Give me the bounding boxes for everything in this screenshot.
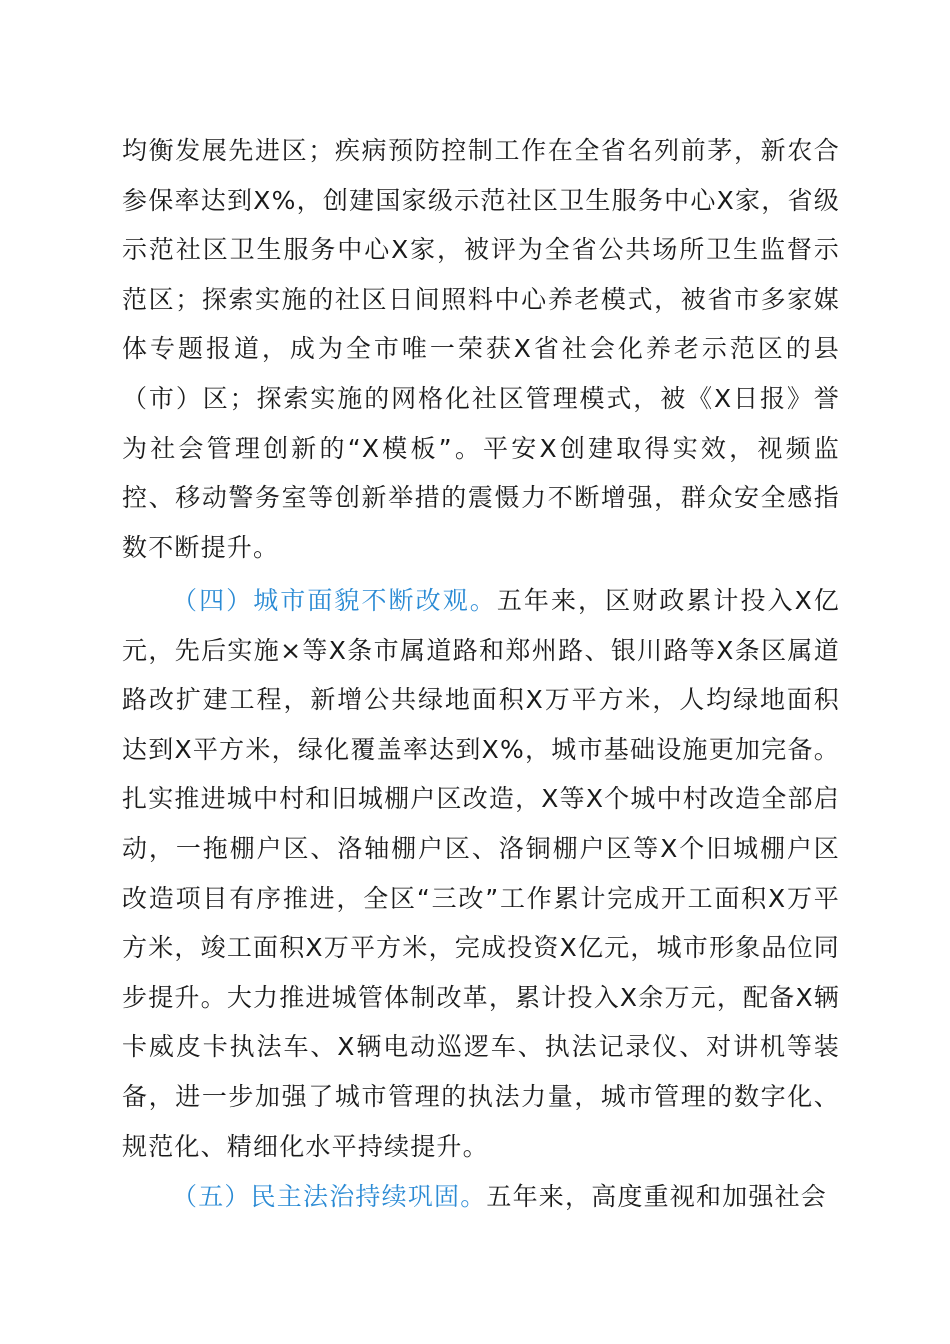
paragraph-body: 五年来，区财政累计投入X亿元，先后实施×等X条市属道路和郑州路、银川路等X条区属道路改扩建工程，新增公共绿地面积X万平方米，人均绿地面积达到X平方米，绿化覆盖率达到X%，城市基础设施更加完备。扎实推进城中村和旧城棚户区改造，X等X个城中村改造全部启动，一拖棚户区、洛轴棚户区、洛铜棚户区等X个旧城棚户区改造项目有序推进，全区“三改”工作累计完成开工面积X万平方米，竣工面积X万平方米，完成投资X亿元，城市形象品位同步提升。大力推进城管体制改革，累计投入X余万元，配备X辆卡威皮卡执法车、X辆电动巡逻车、执法记录仪、对讲机等装备，进一步加强了城市管理的执法力量，城市管理的数字化、规范化、精细化水平持续提升。 [122,586,841,1161]
paragraph-democracy-rule-of-law [122,1172,840,1222]
paragraph [122,576,840,1171]
paragraph-continuation [122,126,840,572]
paragraph-body: 均衡发展先进区；疾病预防控制工作在全省名列前茅，新农合参保率达到X%，创建国家级示范社区卫生服务中心X家，省级示范社区卫生服务中心X家，被评为全省公共场所卫生监督示范区；探索实施的社区日间照料中心养老模式，被省市多家媒体专题报道，成为全市唯一荣获X省社会化养老示范区的县（市）区；探索实施的网格化社区管理模式，被《X日报》誉为社会管理创新的“X模板”。平安X创建取得实效，视频监控、移动警务室等创新举措的震慑力不断增强，群众安全感指数不断提升。 [122,136,840,562]
paragraph [122,1172,840,1222]
paragraph-city-appearance [122,576,840,1171]
section-heading: （五）民主法治持续巩固。 [172,1182,487,1211]
section-heading: （四）城市面貌不断改观。 [172,586,497,615]
paragraph-body: 五年来，高度重视和加强社会 [486,1182,828,1211]
